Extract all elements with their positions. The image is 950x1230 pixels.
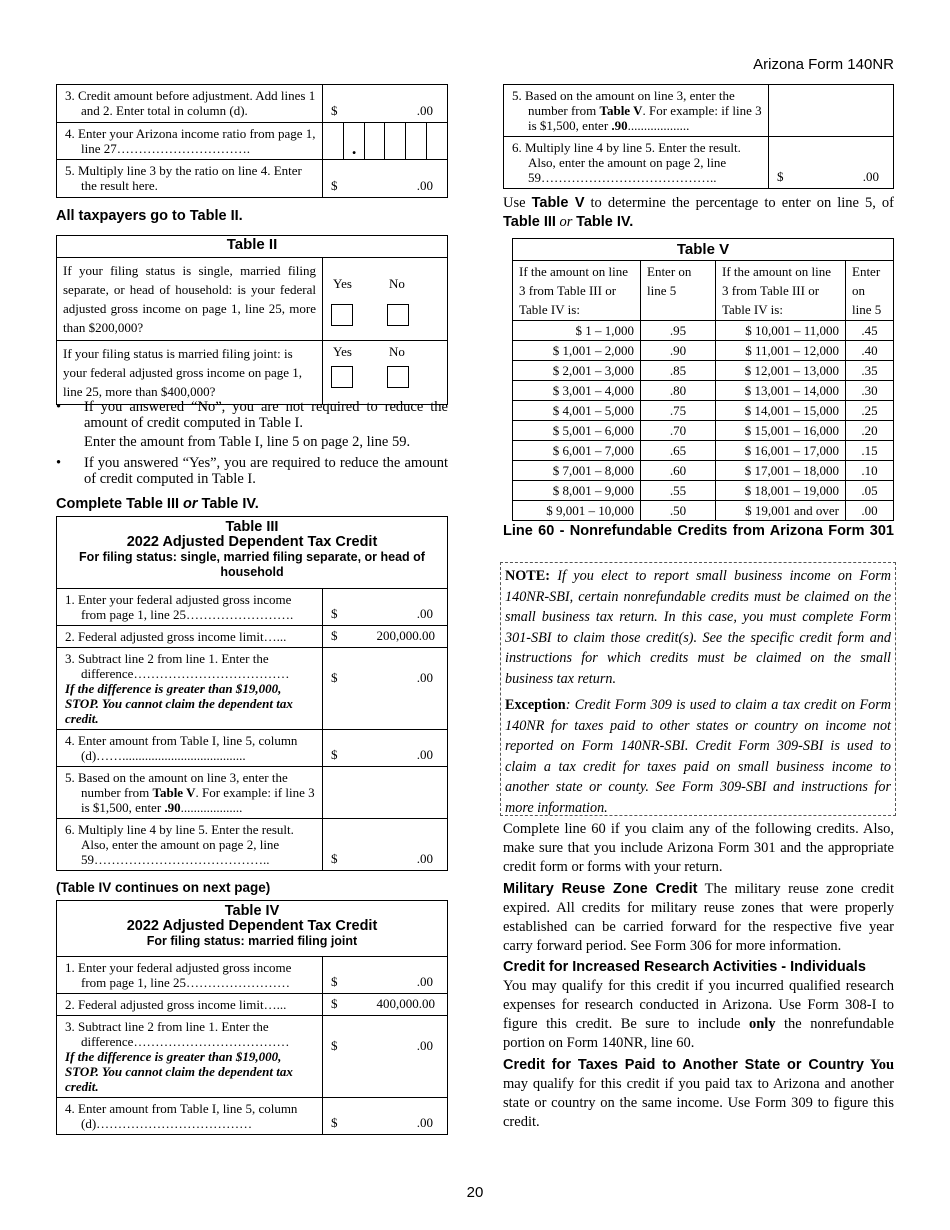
t3-line3-stop-note: If the difference is greater than $19,000, STOP. You cannot claim the dependent tax credit.	[65, 681, 293, 726]
t3-line6-label: 6. Multiply line 4 by line 5. Enter the result. Also, enter the amount on page 2, line 59…………………………………..	[57, 819, 323, 871]
table5-rate: .95	[641, 321, 716, 341]
t4-line3-label: 3. Subtract line 2 from line 1. Enter the difference……………………………… If the difference is greater than $19,000, STOP. You cannot claim the dependent tax credit.	[57, 1016, 323, 1098]
line3-amount[interactable]: $ .00	[323, 85, 448, 123]
table5-rate: .00	[846, 501, 894, 521]
table5-rate: .85	[641, 361, 716, 381]
page-number: 20	[466, 1184, 484, 1201]
t3-line6-amount[interactable]: $ .00	[323, 819, 448, 871]
t3-line5-amount[interactable]	[323, 767, 448, 819]
table5-amount-range: $ 3,001 – 4,000	[513, 381, 641, 401]
table2-q2-yes-checkbox[interactable]	[331, 366, 353, 388]
credit-adjustment-table	[56, 84, 448, 198]
table-5	[512, 238, 894, 521]
table5-row	[513, 501, 894, 521]
table5-amount-range: $ 1 – 1,000	[513, 321, 641, 341]
research-section: Credit for Increased Research Activities - Individuals You may qualify for this credit if you incurred qualified research expenses for research conducted in Arizona. Use Form 308-I to figure this credit. Be sure to include only the nonrefundable portion on Form 140NR, line 60.	[503, 959, 894, 1051]
table5-rate: .10	[846, 461, 894, 481]
table5-amount-range: $ 12,001 – 13,000	[716, 361, 846, 381]
t4-line4-label: 4. Enter amount from Table I, line 5, column (d)………………………………	[57, 1098, 323, 1135]
exception-text: : Credit Form 309 is used to claim a tax credit on Form 140NR for taxes paid to other states or country on income not reported on Form 140NR-SBI. Credit Form 309-SBI is used to claim a tax credit for taxes paid on small business income to another state or county. See Form 309-SBI and instructions for more information.	[505, 697, 891, 816]
table5-header-amount-1: If the amount on line 3 from Table III or Table IV is:	[513, 261, 641, 321]
line5-label: 5. Multiply line 3 by the ratio on line 4. Enter the result here.	[57, 160, 323, 198]
t4-line1-label: 1. Enter your federal adjusted gross income from page 1, line 25……………………	[57, 957, 323, 994]
table2-question-2: If your filing status is married filing joint: is your federal adjusted gross income on page 1, line 25, more than $400,000?	[57, 341, 323, 405]
table3-title: Table III	[225, 519, 279, 535]
table5-amount-range: $ 16,001 – 17,000	[716, 441, 846, 461]
table5-header-enter-1: Enter on line 5	[641, 261, 716, 321]
table3-filing-status: For filing status: single, married filing separate, or head of household	[79, 550, 425, 579]
complete-table-heading: Complete Table III or Table IV.	[56, 496, 259, 512]
table2-q2-no-checkbox[interactable]	[387, 366, 409, 388]
table5-amount-range: $ 6,001 – 7,000	[513, 441, 641, 461]
table4-subtitle: 2022 Adjusted Dependent Tax Credit	[126, 918, 378, 934]
table-2: Table II If your filing status is single, married filing separate, or head of household: is your federal adjusted gross income on page 1, line 25, more than $200,000? Yes No If your filing status is married filing joint: is your federal adjusted gross income on page 1, line 25, more than $400,000? Yes No	[56, 235, 448, 405]
bullet-yes: • If you answered “Yes”, you are required to reduce the amount of credit computed in Table I.	[56, 455, 448, 487]
table5-rate: .15	[846, 441, 894, 461]
t4-line3-amount[interactable]: $ .00	[323, 1016, 448, 1098]
table5-header-enter-2: Enter on line 5	[846, 261, 894, 321]
table5-row	[513, 401, 894, 421]
table5-rate: .45	[846, 321, 894, 341]
t3-line3-label: 3. Subtract line 2 from line 1. Enter the difference……………………………… If the difference is greater than $19,000, STOP. You cannot claim the dependent tax credit.	[57, 648, 323, 730]
table5-rate: .65	[641, 441, 716, 461]
table5-amount-range: $ 19,001 and over	[716, 501, 846, 521]
note-box	[500, 562, 896, 816]
all-taxpayers-heading: All taxpayers go to Table II.	[56, 208, 243, 224]
t4-line4-amount[interactable]: $ .00	[323, 1098, 448, 1135]
table5-amount-range: $ 8,001 – 9,000	[513, 481, 641, 501]
taxes-paid-section: Credit for Taxes Paid to Another State or Country You may qualify for this credit if you paid tax to Arizona and another state or country on the same income. Use Form 309 to figure this credit.	[503, 1057, 895, 1130]
table2-q1-no-checkbox[interactable]	[387, 304, 409, 326]
table5-rate: .30	[846, 381, 894, 401]
table5-rate: .60	[641, 461, 716, 481]
table5-row	[513, 381, 894, 401]
table-4	[56, 900, 448, 1135]
table5-row	[513, 461, 894, 481]
table5-amount-range: $ 18,001 – 19,000	[716, 481, 846, 501]
t4-line3-stop-note: If the difference is greater than $19,000, STOP. You cannot claim the dependent tax credit.	[65, 1049, 293, 1094]
table2-title: Table II	[57, 236, 448, 258]
table5-rate: .80	[641, 381, 716, 401]
note-label: NOTE:	[505, 568, 550, 584]
t3-line1-amount[interactable]: $ .00	[323, 589, 448, 626]
t4-line6-label: 6. Multiply line 4 by line 5. Enter the result. Also, enter the amount on page 2, line 59…………………………………..	[504, 137, 769, 189]
table5-rate: .40	[846, 341, 894, 361]
t4-line2-label: 2. Federal adjusted gross income limit…...	[57, 994, 323, 1016]
table5-row	[513, 321, 894, 341]
t3-line4-label: 4. Enter amount from Table I, line 5, column (d)……......................................	[57, 730, 323, 767]
table5-row	[513, 441, 894, 461]
table5-amount-range: $ 1,001 – 2,000	[513, 341, 641, 361]
t3-line2-amount: $ 200,000.00	[323, 626, 448, 648]
table5-amount-range: $ 11,001 – 12,000	[716, 341, 846, 361]
line4-label: 4. Enter your Arizona income ratio from page 1, line 27………………………….	[57, 123, 323, 160]
table4-title: Table IV	[224, 903, 280, 919]
table5-amount-range: $ 15,001 – 16,000	[716, 421, 846, 441]
line3-label: 3. Credit amount before adjustment. Add lines 1 and 2. Enter total in column (d).	[57, 85, 323, 123]
t3-line4-amount[interactable]: $ .00	[323, 730, 448, 767]
table5-amount-range: $ 13,001 – 14,000	[716, 381, 846, 401]
table5-amount-range: $ 4,001 – 5,000	[513, 401, 641, 421]
note-text: If you elect to report small business income on Form 140NR-SBI, certain nonrefundable credits must be claimed on the small business tax return. In this case, you must complete Form 301-SBI to claim those credit(s). See the specific credit form and instructions for which credits must be claimed on the small business tax return.	[505, 568, 892, 687]
table4-continued	[503, 84, 894, 189]
t3-line3-amount[interactable]: $ .00	[323, 648, 448, 730]
table5-rate: .75	[641, 401, 716, 421]
military-reuse-section: Military Reuse Zone Credit The military reuse zone credit expired. All credits for military reuse zones that were properly established can be carried forward for the respective five year carry forward period. See Form 306 for more information.	[503, 881, 894, 954]
military-reuse-heading: Military Reuse Zone Credit	[503, 881, 698, 897]
t3-line1-label: 1. Enter your federal adjusted gross income from page 1, line 25…………………….	[57, 589, 323, 626]
t4-line5-amount[interactable]	[769, 85, 894, 137]
table2-question-1: If your filing status is single, married filing separate, or head of household: is your federal adjusted gross income on page 1, line 25, more than $200,000?	[57, 258, 323, 341]
table5-rate: .55	[641, 481, 716, 501]
table5-rate: .35	[846, 361, 894, 381]
t3-line5-label: 5. Based on the amount on line 3, enter the number from Table V. For example: if line 3 is $1,500, enter .90...................	[57, 767, 323, 819]
table5-amount-range: $ 2,001 – 3,000	[513, 361, 641, 381]
t4-line2-amount: $ 400,000.00	[323, 994, 448, 1016]
table2-q1-yes-checkbox[interactable]	[331, 304, 353, 326]
t4-line5-label: 5. Based on the amount on line 3, enter the number from Table V. For example: if line 3 is $1,500, enter .90...................	[504, 85, 769, 137]
line5-amount[interactable]: $ .00	[323, 160, 448, 198]
table3-subtitle: 2022 Adjusted Dependent Tax Credit	[126, 534, 378, 550]
table5-rate: .90	[641, 341, 716, 361]
form-title: Arizona Form 140NR	[753, 56, 894, 73]
bullet-no: • If you answered “No”, you are not required to reduce the amount of credit computed in Table I.	[56, 399, 448, 431]
table5-rate: .70	[641, 421, 716, 441]
table5-rate: .50	[641, 501, 716, 521]
table5-amount-range: $ 5,001 – 6,000	[513, 421, 641, 441]
t4-line6-amount[interactable]: $ .00	[769, 137, 894, 189]
table5-header-amount-2: If the amount on line 3 from Table III or Table IV is:	[716, 261, 846, 321]
table5-amount-range: $ 9,001 – 10,000	[513, 501, 641, 521]
bullet-no-sub: Enter the amount from Table I, line 5 on page 2, line 59.	[84, 434, 411, 450]
research-heading: Credit for Increased Research Activities - Individuals	[503, 959, 866, 975]
use-table-v-instruction: Use Table V to determine the percentage to enter on line 5, of Table III or Table IV.	[503, 195, 894, 230]
t3-line2-label: 2. Federal adjusted gross income limit…...	[57, 626, 323, 648]
table5-amount-range: $ 17,001 – 18,000	[716, 461, 846, 481]
table5-amount-range: $ 10,001 – 11,000	[716, 321, 846, 341]
complete-line60-text: Complete line 60 if you claim any of the following credits. Also, make sure that you include Arizona Form 301 and the appropriate credit form or forms with your return.	[503, 821, 894, 875]
table5-amount-range: $ 7,001 – 8,000	[513, 461, 641, 481]
table-3	[56, 516, 448, 871]
table4-continues-note: (Table IV continues on next page)	[56, 880, 271, 895]
t4-line1-amount[interactable]: $ .00	[323, 957, 448, 994]
taxes-paid-heading: Credit for Taxes Paid to Another State or Country	[503, 1057, 864, 1073]
table5-row	[513, 361, 894, 381]
table5-title: Table V	[513, 239, 894, 261]
table5-rate: .05	[846, 481, 894, 501]
line60-heading: Line 60 - Nonrefundable Credits from Arizona Form 301	[503, 523, 894, 539]
income-ratio-boxes[interactable]	[323, 123, 448, 160]
table5-row	[513, 421, 894, 441]
table5-row	[513, 481, 894, 501]
table5-amount-range: $ 14,001 – 15,000	[716, 401, 846, 421]
table4-filing-status: For filing status: married filing joint	[146, 934, 358, 948]
table5-rate: .25	[846, 401, 894, 421]
exception-label: Exception	[505, 697, 566, 713]
table5-row	[513, 341, 894, 361]
table5-rate: .20	[846, 421, 894, 441]
